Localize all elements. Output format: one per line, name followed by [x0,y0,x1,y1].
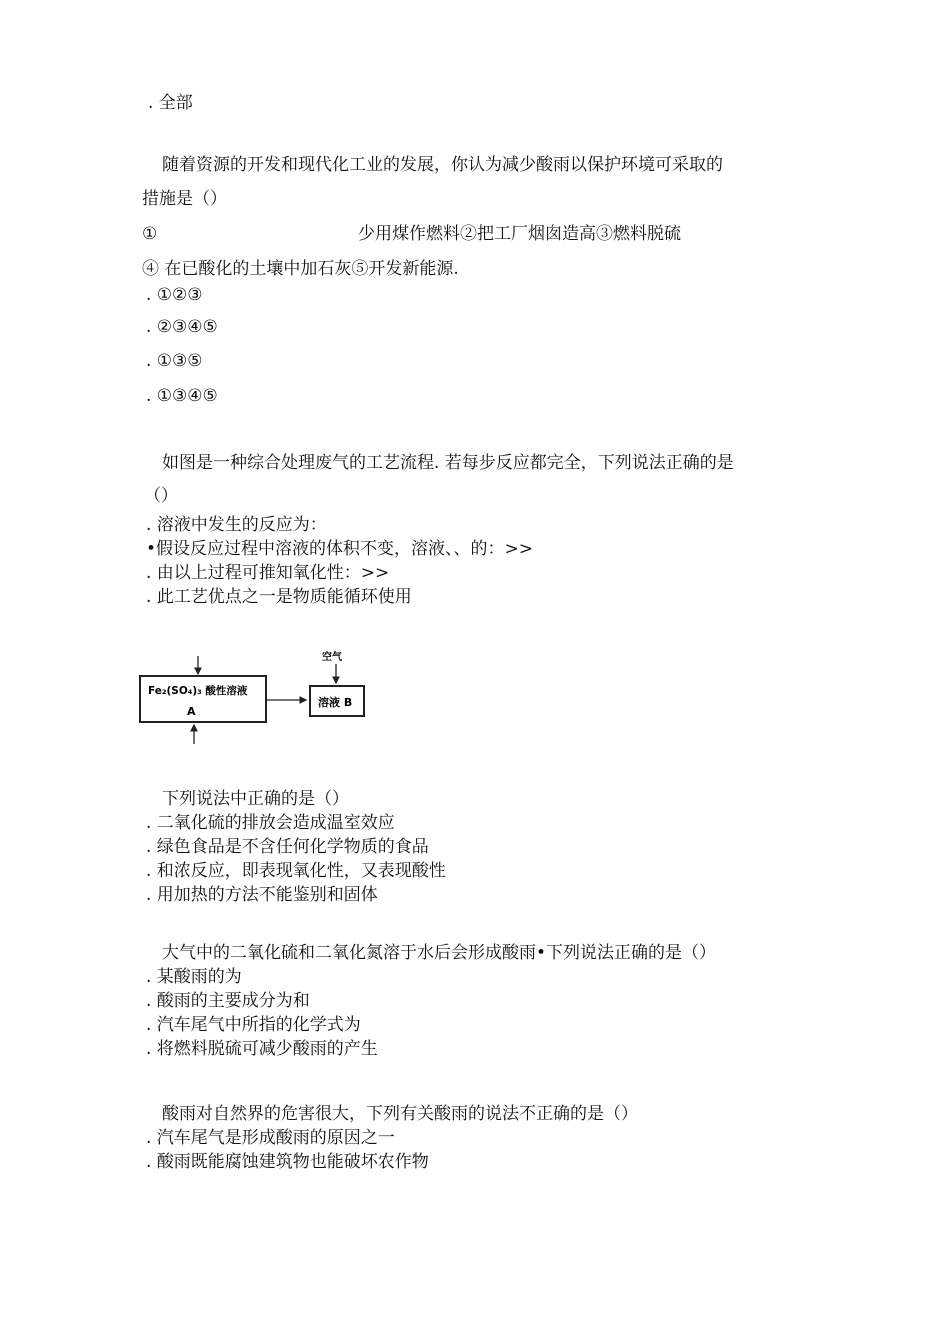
q1-items-line1-num: ① [142,224,158,244]
air-label: 空气 [322,652,342,663]
q3-option-d: . 用加热的方法不能鉴别和固体 [146,885,378,905]
q5-option-a: . 汽车尾气是形成酸雨的原因之一 [146,1128,395,1148]
q1-option-a: . ①②③ [146,285,203,305]
q1-stem-line2: 措施是（） [142,189,227,209]
option-all: . 全部 [148,93,193,113]
q5-option-b: . 酸雨既能腐蚀建筑物也能破坏农作物 [146,1152,429,1172]
q1-items-line2: ④ 在已酸化的土壤中加石灰⑤开发新能源. [142,259,459,279]
box-a [140,676,266,722]
q2-option-b: •假设反应过程中溶液的体积不变，溶液、、的：>> [146,539,534,559]
q4-option-a: . 某酸雨的为 [146,967,242,987]
q1-option-c: . ①③⑤ [146,351,203,371]
q4-option-c: . 汽车尾气中所指的化学式为 [146,1015,361,1035]
q1-option-b: . ②③④⑤ [146,317,218,337]
box-b-label: 溶液 B [318,696,353,709]
q2-option-d: . 此工艺优点之一是物质能循环使用 [146,587,412,607]
q1-option-d: . ①③④⑤ [146,386,218,406]
q3-option-a: . 二氧化硫的排放会造成温室效应 [146,813,395,833]
box-a-letter: A [187,705,196,718]
q3-stem: 下列说法中正确的是（） [162,789,349,809]
q4-option-b: . 酸雨的主要成分为和 [146,991,310,1011]
box-a-label: Fe₂(SO₄)₃ 酸性溶液 [148,685,248,697]
q4-stem: 大气中的二氧化硫和二氧化氮溶于水后会形成酸雨•下列说法正确的是（） [162,943,717,963]
q3-option-c: . 和浓反应，即表现氧化性，又表现酸性 [146,861,446,881]
q3-option-b: . 绿色食品是不含任何化学物质的食品 [146,837,429,857]
q2-option-c: . 由以上过程可推知氧化性：>> [146,563,390,583]
q5-stem: 酸雨对自然界的危害很大，下列有关酸雨的说法不正确的是（） [162,1104,638,1124]
process-flow-svg [138,640,378,750]
q2-option-a: . 溶液中发生的反应为： [146,515,327,535]
q1-items-line1-rest: 少用煤作燃料②把工厂烟囱造高③燃料脱硫 [358,224,681,244]
q4-option-d: . 将燃料脱硫可减少酸雨的产生 [146,1039,378,1059]
q2-stem-line1: 如图是一种综合处理废气的工艺流程. 若每步反应都完全，下列说法正确的是 [162,453,734,473]
process-flow-diagram [138,640,378,750]
q2-stem-line2: （） [144,486,178,506]
q1-stem-line1: 随着资源的开发和现代化工业的发展，你认为减少酸雨以保护环境可采取的 [162,155,723,175]
